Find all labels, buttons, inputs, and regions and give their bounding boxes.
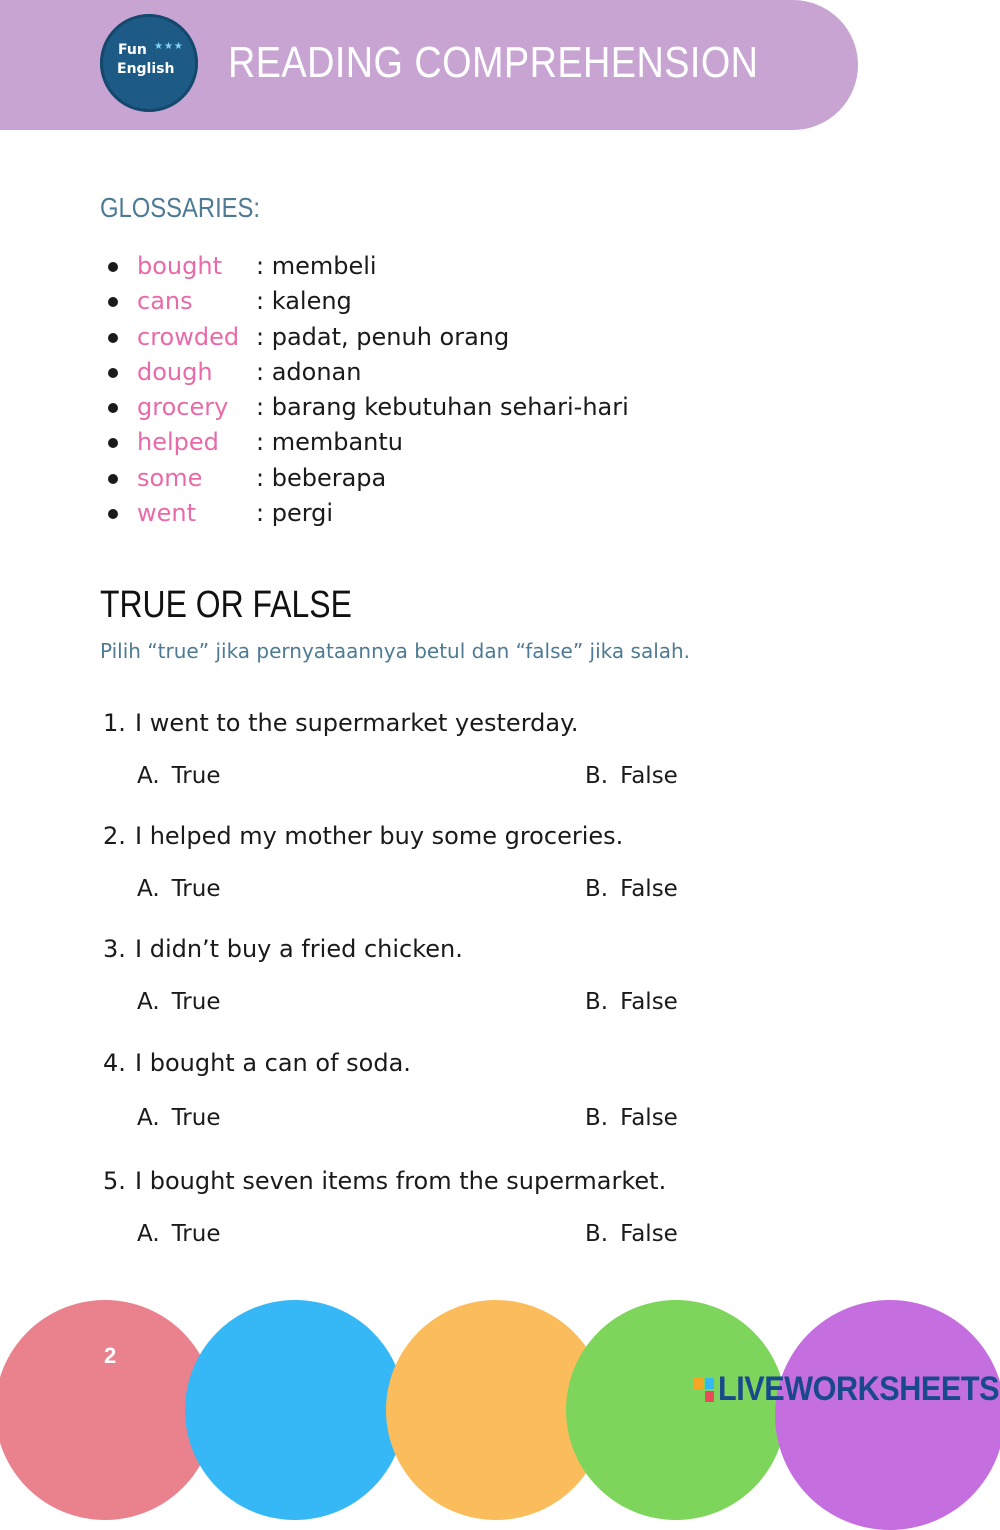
decorative-circle-purple xyxy=(775,1300,1000,1530)
bullet-icon xyxy=(108,474,118,484)
option-b-false[interactable] xyxy=(585,763,678,789)
glossary-word: helped xyxy=(137,428,219,457)
logo-stars-icon: ★★★ xyxy=(154,41,184,52)
liveworksheets-watermark: LIVEWORKSHEETS xyxy=(718,1370,1000,1408)
option-letter: B. xyxy=(585,989,609,1015)
option-letter: A. xyxy=(137,989,160,1015)
option-label: False xyxy=(620,989,678,1015)
question-number: 5. xyxy=(103,1167,126,1195)
glossary-meaning: : membantu xyxy=(256,428,404,457)
question-number: 2. xyxy=(103,822,126,850)
glossary-word: went xyxy=(137,499,197,528)
bullet-icon xyxy=(108,297,118,307)
option-letter: B. xyxy=(585,876,609,902)
glossary-word: crowded xyxy=(137,322,240,351)
question-text: I helped my mother buy some groceries. xyxy=(135,822,624,850)
option-label: False xyxy=(620,1221,678,1247)
bullet-icon xyxy=(108,368,118,378)
bullet-icon xyxy=(108,403,118,413)
question-1 xyxy=(100,709,900,819)
option-label: True xyxy=(171,1221,221,1247)
option-letter: A. xyxy=(137,876,160,902)
glossary-heading: GLOSSARIES: xyxy=(100,192,261,223)
option-b-false[interactable] xyxy=(585,1105,678,1131)
question-3 xyxy=(100,935,900,1045)
decorative-circle-green xyxy=(566,1300,786,1520)
option-letter: A. xyxy=(137,1221,160,1247)
option-label: False xyxy=(620,1105,678,1131)
decorative-circle-blue xyxy=(185,1300,405,1520)
liveworksheets-logo-icon xyxy=(694,1378,714,1402)
option-a-true[interactable] xyxy=(137,1105,221,1131)
glossary-meaning: : pergi xyxy=(256,499,334,528)
glossary-meaning: : membeli xyxy=(256,252,377,280)
glossary-word: dough xyxy=(137,357,213,386)
option-a-true[interactable] xyxy=(137,989,221,1015)
question-text: I went to the supermarket yesterday. xyxy=(135,709,579,737)
glossary-meaning: : adonan xyxy=(256,357,362,386)
option-letter: B. xyxy=(585,763,609,789)
glossary-word: some xyxy=(137,463,203,492)
glossary-word: grocery xyxy=(137,393,229,422)
option-label: True xyxy=(171,989,221,1015)
option-label: False xyxy=(620,763,678,789)
glossary-word: bought xyxy=(137,252,222,280)
glossary-meaning: : beberapa xyxy=(256,463,387,492)
option-b-false[interactable] xyxy=(585,989,678,1015)
question-number: 1. xyxy=(103,709,126,737)
question-text: I didn’t buy a fried chicken. xyxy=(135,935,463,963)
glossary-meaning: : barang kebutuhan sehari-hari xyxy=(256,393,629,422)
bullet-icon xyxy=(108,509,118,519)
option-b-false[interactable] xyxy=(585,1221,678,1247)
section-title: TRUE OR FALSE xyxy=(100,584,352,626)
option-letter: B. xyxy=(585,1105,609,1131)
logo-text-line1: Fun xyxy=(118,42,147,58)
question-4 xyxy=(100,1049,900,1159)
bullet-icon xyxy=(108,438,118,448)
logo-text-line2: English xyxy=(117,61,175,77)
bullet-icon xyxy=(108,262,118,272)
fun-english-logo xyxy=(100,14,198,112)
bullet-icon xyxy=(108,333,118,343)
glossary-meaning: : kaleng xyxy=(256,287,352,316)
option-label: False xyxy=(620,876,678,902)
glossary-meaning: : padat, penuh orang xyxy=(256,322,510,351)
option-b-false[interactable] xyxy=(585,876,678,902)
decorative-circle-pink xyxy=(0,1300,215,1520)
question-text: I bought a can of soda. xyxy=(135,1049,411,1077)
option-label: True xyxy=(171,1105,221,1131)
question-text: I bought seven items from the supermarket. xyxy=(135,1167,667,1195)
option-label: True xyxy=(171,763,221,789)
question-number: 4. xyxy=(103,1049,126,1077)
option-label: True xyxy=(171,876,221,902)
page-number: 2 xyxy=(104,1343,117,1368)
option-a-true[interactable] xyxy=(137,1221,221,1247)
option-letter: A. xyxy=(137,763,160,789)
option-a-true[interactable] xyxy=(137,876,221,902)
glossary-word: cans xyxy=(137,287,193,316)
question-number: 3. xyxy=(103,935,126,963)
question-2 xyxy=(100,822,900,932)
option-letter: A. xyxy=(137,1105,160,1131)
section-instruction: Pilih “true” jika pernyataannya betul dan “false” jika salah. xyxy=(100,639,691,663)
question-5 xyxy=(100,1167,900,1277)
option-a-true[interactable] xyxy=(137,763,221,789)
page-title: READING COMPREHENSION xyxy=(228,38,759,87)
option-letter: B. xyxy=(585,1221,609,1247)
